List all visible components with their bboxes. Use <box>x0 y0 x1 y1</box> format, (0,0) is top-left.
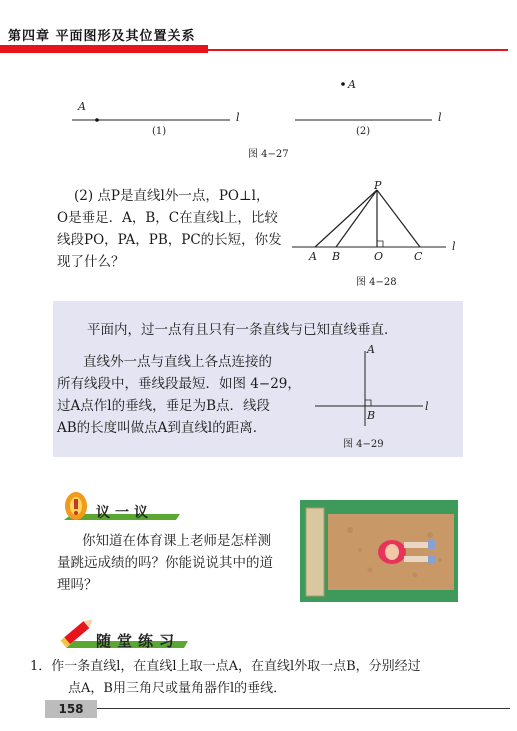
fig28-label-b: B <box>332 250 341 263</box>
fig27-label-a2: A <box>348 78 356 91</box>
header-red-rule <box>208 49 508 51</box>
discuss-line-2: 量跳远成绩的吗？你能说说其中的道 <box>57 555 273 571</box>
question-line-3: 线段PO，PA，PB，PC的长短，你发 <box>57 232 282 248</box>
theorem-text-3: 过A点作l的垂线，垂足为B点．线段 <box>57 398 270 414</box>
fig28-label-l: l <box>452 240 456 253</box>
jumper-leg-1 <box>404 542 430 548</box>
fig28-segment-pc <box>377 190 420 247</box>
practice-title: 随堂练习 <box>96 632 181 650</box>
practice-item-1: 1．作一条直线l，在直线l上取一点A，在直线l外取一点B，分别经过 <box>30 659 421 674</box>
discuss-title: 议一议 <box>96 505 153 521</box>
fig29-label-a: A <box>367 343 375 356</box>
header-red-bar <box>0 45 208 53</box>
question-line-2: O是垂足．A，B，C在直线l上，比较 <box>57 210 278 226</box>
jumper-shoe-2 <box>428 555 435 564</box>
fig28-right-angle <box>377 241 383 247</box>
page-number: 158 <box>45 700 97 718</box>
fig29-caption: 图 4−29 <box>343 439 384 450</box>
fig27-label-a1: A <box>78 100 86 113</box>
fig28-caption: 图 4−28 <box>356 277 397 288</box>
fig27-caption-2: (2) <box>356 126 371 137</box>
takeoff-board <box>306 508 324 596</box>
fig28-label-a: A <box>309 250 317 263</box>
footer-rule <box>45 708 510 709</box>
theorem-box <box>53 301 463 457</box>
jumper-leg-2 <box>404 556 430 562</box>
figure-4-29 <box>303 341 463 431</box>
practice-item-1-cont: 点A，B用三角尺或量角器作l的垂线． <box>68 681 287 696</box>
theorem-statement: 平面内，过一点有且只有一条直线与已知直线垂直． <box>87 322 398 338</box>
jumper-head <box>385 544 399 560</box>
long-jump-photo <box>300 500 458 602</box>
jumper-shoe-1 <box>428 540 435 549</box>
chapter-title: 第四章 平面图形及其位置关系 <box>8 29 196 44</box>
fig28-segment-pb <box>336 190 377 247</box>
theorem-text-4: AB的长度叫做点A到直线l的距离． <box>57 420 267 436</box>
fig28-label-p: P <box>374 179 382 192</box>
theorem-text-2: 所有线段中，垂线段最短．如图 4−29， <box>57 376 301 392</box>
fig29-label-l: l <box>425 400 429 413</box>
fig29-right-angle <box>365 400 371 406</box>
fig28-label-o: O <box>374 250 384 263</box>
discuss-line-3: 理吗？ <box>57 577 98 593</box>
fig28-segment-pa <box>315 190 377 247</box>
question-line-4: 现了什么？ <box>57 254 125 270</box>
fig28-label-c: C <box>414 250 423 263</box>
theorem-text-1: 直线外一点与直线上各点连接的 <box>83 354 272 370</box>
figure-4-28 <box>0 170 517 270</box>
fig27-point-a1 <box>95 118 99 122</box>
fig29-label-b: B <box>367 409 376 422</box>
fig27-caption: 图 4−27 <box>248 149 289 160</box>
fig27-caption-1: (1) <box>152 126 167 137</box>
question-line-1: (2) 点P是直线l外一点，PO⊥l， <box>74 188 270 204</box>
fig27-point-a2 <box>341 82 345 86</box>
fig27-label-l2: l <box>438 111 442 124</box>
discuss-line-1: 你知道在体育课上老师是怎样测 <box>82 533 271 549</box>
fig27-label-l1: l <box>236 111 240 124</box>
